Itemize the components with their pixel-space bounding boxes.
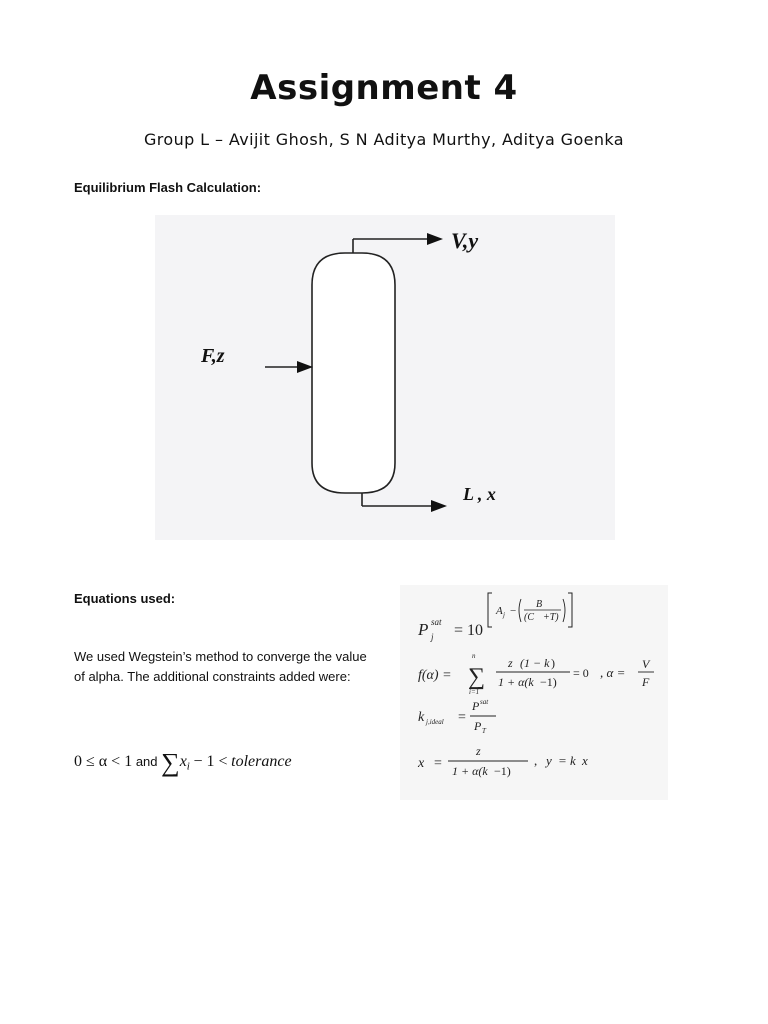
vapor-label: V,y xyxy=(451,228,479,253)
svg-text:P: P xyxy=(472,699,480,713)
x-subscript: i xyxy=(186,760,190,773)
flash-heading: Equilibrium Flash Calculation: xyxy=(74,180,262,195)
svg-text:T: T xyxy=(482,727,486,735)
svg-text:i=1: i=1 xyxy=(469,688,480,696)
constraint-and: and xyxy=(135,754,158,769)
flash-drum-diagram xyxy=(155,215,615,540)
document-title: Assignment 4 xyxy=(250,68,518,108)
method-paragraph: We used Wegstein’s method to converge the value of alpha. The additional constraints added were: xyxy=(74,649,367,684)
feed-label: F,z xyxy=(201,345,225,367)
x-symbol: x xyxy=(179,753,187,770)
svg-text:−1): −1) xyxy=(540,675,557,689)
svg-text:−: − xyxy=(510,605,517,617)
svg-text:, α =: , α = xyxy=(600,665,626,680)
svg-text:sat: sat xyxy=(480,698,489,706)
svg-text:1 + α(k: 1 + α(k xyxy=(498,675,534,689)
equations-heading: Equations used: xyxy=(74,591,176,606)
svg-text:z: z xyxy=(508,656,513,670)
svg-text:B: B xyxy=(536,599,543,610)
sigma-symbol: ∑ xyxy=(161,748,180,777)
svg-text:x: x xyxy=(418,756,425,771)
svg-text:P: P xyxy=(474,719,482,733)
flash-drum-vessel xyxy=(312,253,395,493)
svg-text:V: V xyxy=(642,657,650,671)
svg-text:sat: sat xyxy=(431,617,442,627)
author-line: Group L – Avijit Ghosh, S N Aditya Murthy, Aditya Goenka xyxy=(143,130,625,149)
svg-text:1 + α(k: 1 + α(k xyxy=(452,764,488,778)
svg-text:j,ideal: j,ideal xyxy=(426,718,444,726)
svg-text:): ) xyxy=(551,656,555,670)
svg-text:F: F xyxy=(642,675,650,689)
svg-text:=: = xyxy=(434,756,442,771)
svg-text:+T): +T) xyxy=(543,612,559,623)
svg-text:f(α) =: f(α) = xyxy=(418,668,452,683)
svg-text:= 0: = 0 xyxy=(573,666,589,680)
svg-text:j: j xyxy=(431,632,434,642)
svg-text:∑: ∑ xyxy=(468,664,486,690)
liquid-label: L , x xyxy=(463,484,496,504)
svg-text:,: , xyxy=(534,753,538,768)
svg-text:P: P xyxy=(418,620,429,639)
svg-text:n: n xyxy=(472,652,476,660)
tolerance-word: tolerance xyxy=(231,753,292,770)
svg-text:y: y xyxy=(546,753,552,768)
svg-text:= 10: = 10 xyxy=(454,622,484,639)
svg-text:j: j xyxy=(503,611,505,619)
constraint-expression xyxy=(74,748,292,778)
svg-text:−1): −1) xyxy=(494,764,511,778)
svg-text:A: A xyxy=(496,605,503,617)
alpha-bound: 0 ≤ α < 1 xyxy=(74,753,133,770)
svg-text:z: z xyxy=(476,744,481,758)
svg-text:k: k xyxy=(418,710,425,725)
svg-text:x: x xyxy=(582,753,588,768)
svg-text:=: = xyxy=(458,710,466,725)
svg-text:(C: (C xyxy=(524,612,534,623)
constraint-rest: − 1 < xyxy=(193,753,228,770)
svg-text:= k: = k xyxy=(558,753,576,768)
svg-text:(1 − k: (1 − k xyxy=(520,656,550,670)
equations-image xyxy=(400,585,668,800)
